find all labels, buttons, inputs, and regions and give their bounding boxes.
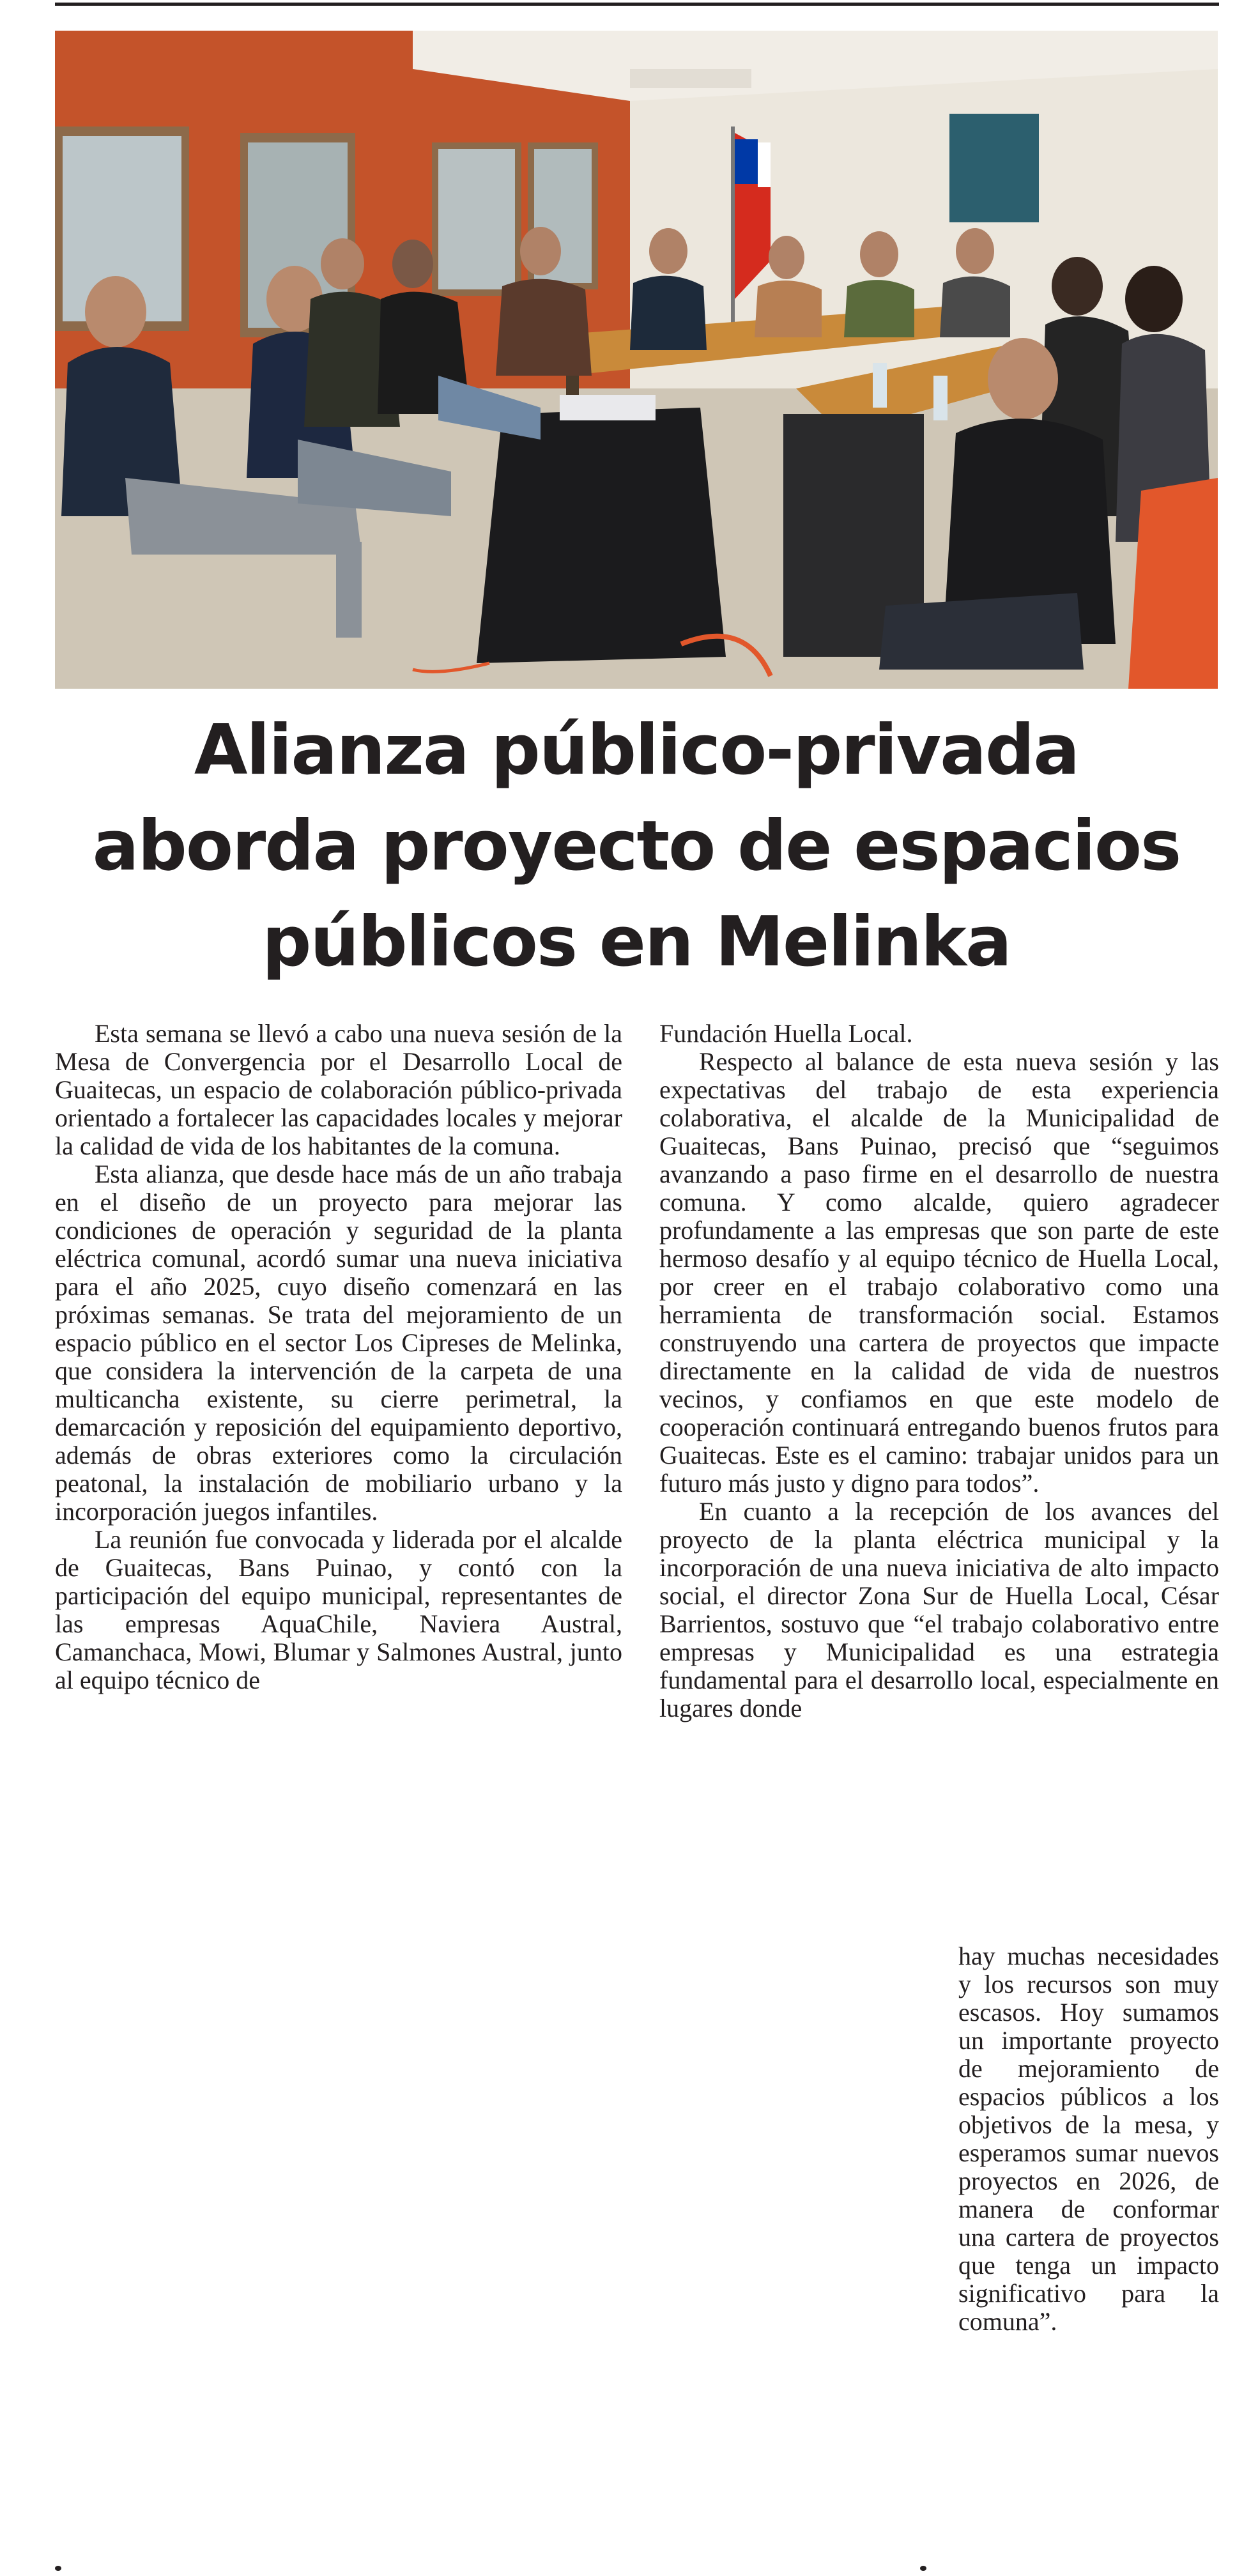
paragraph: Esta alianza, que desde hace más de un año trabaja en el diseño de un proyecto para mejorar las condiciones de operación y seguridad de la planta eléctrica comunal, acordó sumar una nueva iniciativa para el año 2025, cuyo diseño comenzará en las próximas semanas. Se trata del mejoramiento de un espacio público en el sector Los Cipreses de Melinka, que considera la intervención de la carpeta de una multicancha existente, su cierre perimetral, la demarcación y reposición del equipamiento deportivo, además de obras exteriores como la circulación peatonal, la instalación de mobiliario urbano y la incorporación juegos infantiles. [55,1160,622,1526]
article-column-right [659,1020,1219,1722]
footer-mark [55,2566,61,2571]
meeting-photo [55,31,1218,689]
paragraph: Respecto al balance de esta nueva sesión y las expectativas del trabajo de esta experiencia colaborativa, el alcalde de la Municipalidad de Guaitecas, Bans Puinao, precisó que “seguimos avanzando a paso firme en el desarrollo de nuestra comuna. Y como alcalde, quiero agradecer profundamente a las empresas que son parte de este hermoso desafío y al equipo técnico de Huella Local, por creer en el trabajo colaborativo como una herramienta de transformación social. Estamos construyendo una cartera de proyectos que impacte directamente en la calidad de vida de nuestros vecinos, y confiamos en que este modelo de cooperación continuará entregando buenos frutos para Guaitecas. Este es el camino: trabajar unidos para un futuro más justo y digno para todos”. [659,1047,1219,1498]
top-rule [55,3,1219,6]
article-column-narrow [958,1942,1219,2336]
article-column-left [55,1020,622,1694]
paragraph-continuation: hay muchas necesidades y los recursos son muy escasos. Hoy sumamos un importante proyecto de mejoramiento de espacios públicos a los objetivos de la mesa, y esperamos sumar nuevos proyectos en 2026, de manera de conformar una cartera de proyectos que tenga un impacto significativo para la comuna”. [958,1942,1219,2336]
footer-mark [920,2566,926,2571]
paragraph: La reunión fue convocada y liderada por el alcalde de Guaitecas, Bans Puinao, y contó con la participación del equipo municipal, representantes de las empresas AquaChile, Naviera Austral, Camanchaca, Mowi, Blumar y Salmones Austral, junto al equipo técnico de [55,1525,622,1694]
article-headline: Alianza público-privada aborda proyecto de espacios públicos en Melinka [92,710,1181,982]
paragraph-continuation: Fundación Huella Local. [659,1019,913,1048]
paragraph: Esta semana se llevó a cabo una nueva sesión de la Mesa de Convergencia por el Desarrollo Local de Guaitecas, un espacio de colaboración público-privada orientado a fortalecer las capacidades locales y mejorar la calidad de vida de los habitantes de la comuna. [55,1019,622,1160]
paragraph: En cuanto a la recepción de los avances del proyecto de la planta eléctrica municipal y la incorporación de una nueva iniciativa de alto impacto social, el director Zona Sur de Huella Local, César Barrientos, sostuvo que “el trabajo colaborativo entre empresas y Municipalidad es una estrategia fundamental para el desarrollo local, especialmente en lugares donde [659,1497,1219,1722]
meeting-photo-icon [55,31,1218,689]
